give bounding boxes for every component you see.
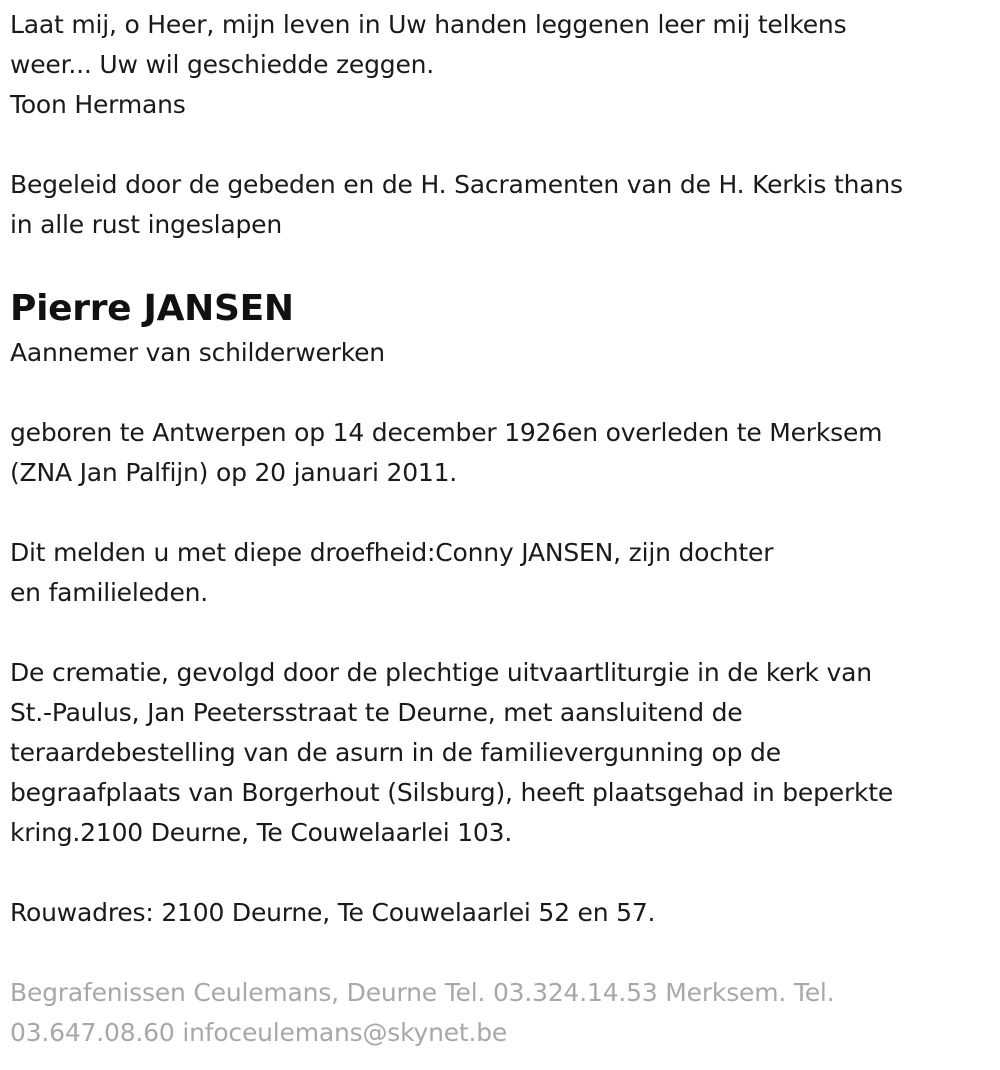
funeral-home-footer: [10, 973, 985, 1053]
birth-death-line-1: geboren te Antwerpen op 14 december 1926en overleden te Merksem: [10, 418, 883, 447]
footer-line-1: Begrafenissen Ceulemans, Deurne Tel. 03.324.14.53 Merksem. Tel.: [10, 978, 835, 1007]
spacer: [10, 245, 985, 285]
quote-line-1: Laat mij, o Heer, mijn leven in Uw handen leggenen leer mij telkens: [10, 10, 847, 39]
ceremony-line-5: kring.2100 Deurne, Te Couwelaarlei 103.: [10, 818, 513, 847]
intro-section: [10, 165, 985, 245]
birth-death-line-2: (ZNA Jan Palfijn) op 20 januari 2011.: [10, 458, 458, 487]
deceased-section: [10, 285, 985, 373]
announcement-line-2: en familieleden.: [10, 578, 209, 607]
spacer: [10, 613, 985, 653]
spacer: [10, 933, 985, 973]
deceased-profession: Aannemer van schilderwerken: [10, 338, 385, 367]
spacer: [10, 125, 985, 165]
quote-section: [10, 5, 985, 125]
obituary-document: [10, 5, 985, 1053]
birth-death-section: [10, 413, 985, 493]
intro-line-2: in alle rust ingeslapen: [10, 210, 282, 239]
announcement-section: [10, 533, 985, 613]
quote-author: Toon Hermans: [10, 90, 186, 119]
spacer: [10, 373, 985, 413]
announcement-line-1: Dit melden u met diepe droefheid:Conny JANSEN, zijn dochter: [10, 538, 774, 567]
ceremony-line-1: De crematie, gevolgd door de plechtige uitvaartliturgie in de kerk van: [10, 658, 872, 687]
ceremony-line-3: teraardebestelling van de asurn in de familievergunning op de: [10, 738, 781, 767]
spacer: [10, 853, 985, 893]
mourning-address: Rouwadres: 2100 Deurne, Te Couwelaarlei 52 en 57.: [10, 898, 656, 927]
ceremony-line-2: St.-Paulus, Jan Peetersstraat te Deurne, met aansluitend de: [10, 698, 743, 727]
deceased-name: Pierre JANSEN: [10, 288, 294, 329]
intro-line-1: Begeleid door de gebeden en de H. Sacramenten van de H. Kerkis thans: [10, 170, 903, 199]
quote-line-2: weer... Uw wil geschiedde zeggen.: [10, 50, 435, 79]
footer-line-2: 03.647.08.60 infoceulemans@skynet.be: [10, 1018, 508, 1047]
mourning-address-section: [10, 893, 985, 933]
ceremony-section: [10, 653, 985, 853]
spacer: [10, 493, 985, 533]
ceremony-line-4: begraafplaats van Borgerhout (Silsburg), heeft plaatsgehad in beperkte: [10, 778, 894, 807]
